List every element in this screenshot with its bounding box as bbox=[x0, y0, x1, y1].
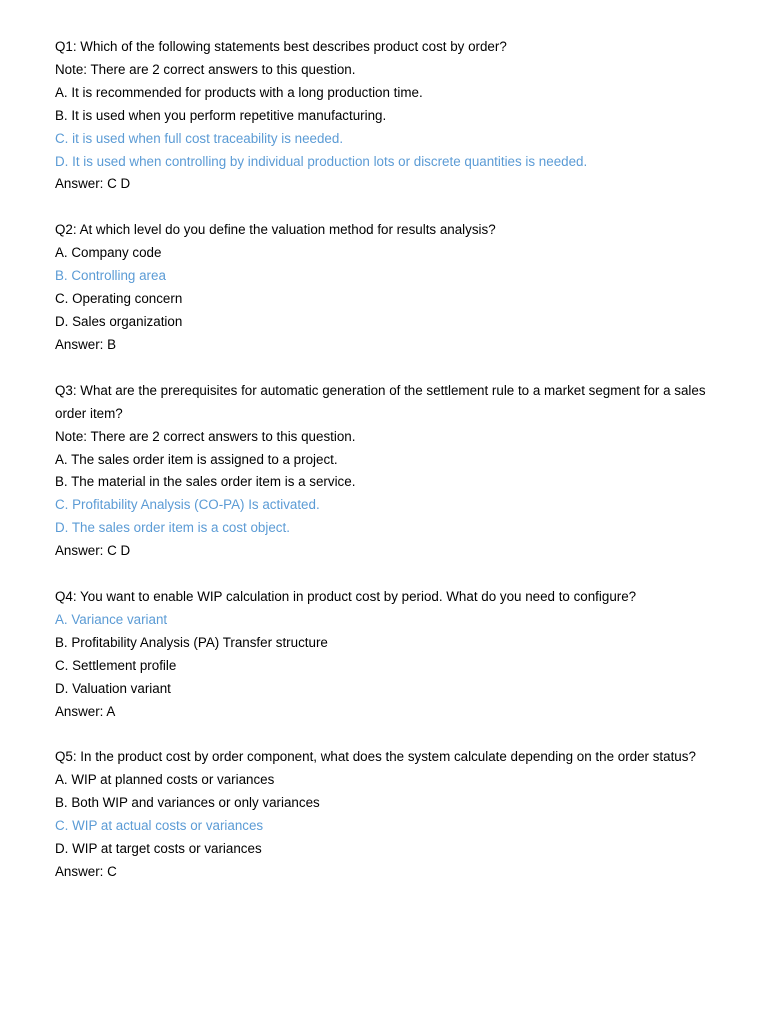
question-document bbox=[55, 36, 735, 907]
option-b: B. It is used when you perform repetitive manufacturing. bbox=[55, 107, 387, 123]
option-c: C. it is used when full cost traceability is needed. bbox=[55, 130, 344, 146]
option-a: A. The sales order item is assigned to a project. bbox=[55, 451, 338, 467]
question-q5 bbox=[55, 746, 735, 883]
option-a: A. WIP at planned costs or variances bbox=[55, 772, 275, 788]
question-stem: Q3: What are the prerequisites for automatic generation of the settlement rule to a market segment for a sales order item? bbox=[55, 382, 710, 421]
question-note: Note: There are 2 correct answers to this question. bbox=[55, 428, 356, 444]
question-stem: Q5: In the product cost by order component, what does the system calculate depending on the order status? bbox=[55, 749, 696, 765]
question-stem: Q2: At which level do you define the valuation method for results analysis? bbox=[55, 222, 496, 238]
question-q4 bbox=[55, 586, 735, 723]
question-stem: Q1: Which of the following statements best describes product cost by order? bbox=[55, 39, 507, 54]
option-b: B. Both WIP and variances or only variances bbox=[55, 795, 320, 811]
option-a: A. Variance variant bbox=[55, 611, 168, 627]
option-a: A. Company code bbox=[55, 245, 162, 261]
answer-line: Answer: A bbox=[55, 703, 116, 719]
option-c: C. Settlement profile bbox=[55, 657, 177, 673]
option-d: D. Sales organization bbox=[55, 313, 183, 329]
question-note: Note: There are 2 correct answers to this question. bbox=[55, 61, 356, 77]
option-d: D. The sales order item is a cost object. bbox=[55, 520, 290, 536]
answer-line: Answer: C bbox=[55, 864, 117, 879]
option-c: C. WIP at actual costs or variances bbox=[55, 818, 264, 834]
option-a: A. It is recommended for products with a long production time. bbox=[55, 84, 423, 100]
answer-line: Answer: C D bbox=[55, 543, 131, 559]
option-d: D. WIP at target costs or variances bbox=[55, 841, 262, 857]
option-c: C. Profitability Analysis (CO-PA) Is activated. bbox=[55, 497, 320, 513]
option-d: D. Valuation variant bbox=[55, 680, 171, 696]
question-q2 bbox=[55, 219, 735, 356]
answer-line: Answer: B bbox=[55, 336, 117, 352]
question-q1 bbox=[55, 36, 735, 196]
question-stem: Q4: You want to enable WIP calculation in product cost by period. What do you need to configure? bbox=[55, 589, 637, 605]
question-q3 bbox=[55, 380, 735, 563]
option-b: B. Controlling area bbox=[55, 268, 166, 284]
option-d: D. It is used when controlling by individual production lots or discrete quantities is needed. bbox=[55, 153, 588, 169]
option-c: C. Operating concern bbox=[55, 291, 183, 307]
option-b: B. The material in the sales order item is a service. bbox=[55, 474, 356, 490]
option-b: B. Profitability Analysis (PA) Transfer structure bbox=[55, 634, 328, 650]
answer-line: Answer: C D bbox=[55, 176, 131, 192]
